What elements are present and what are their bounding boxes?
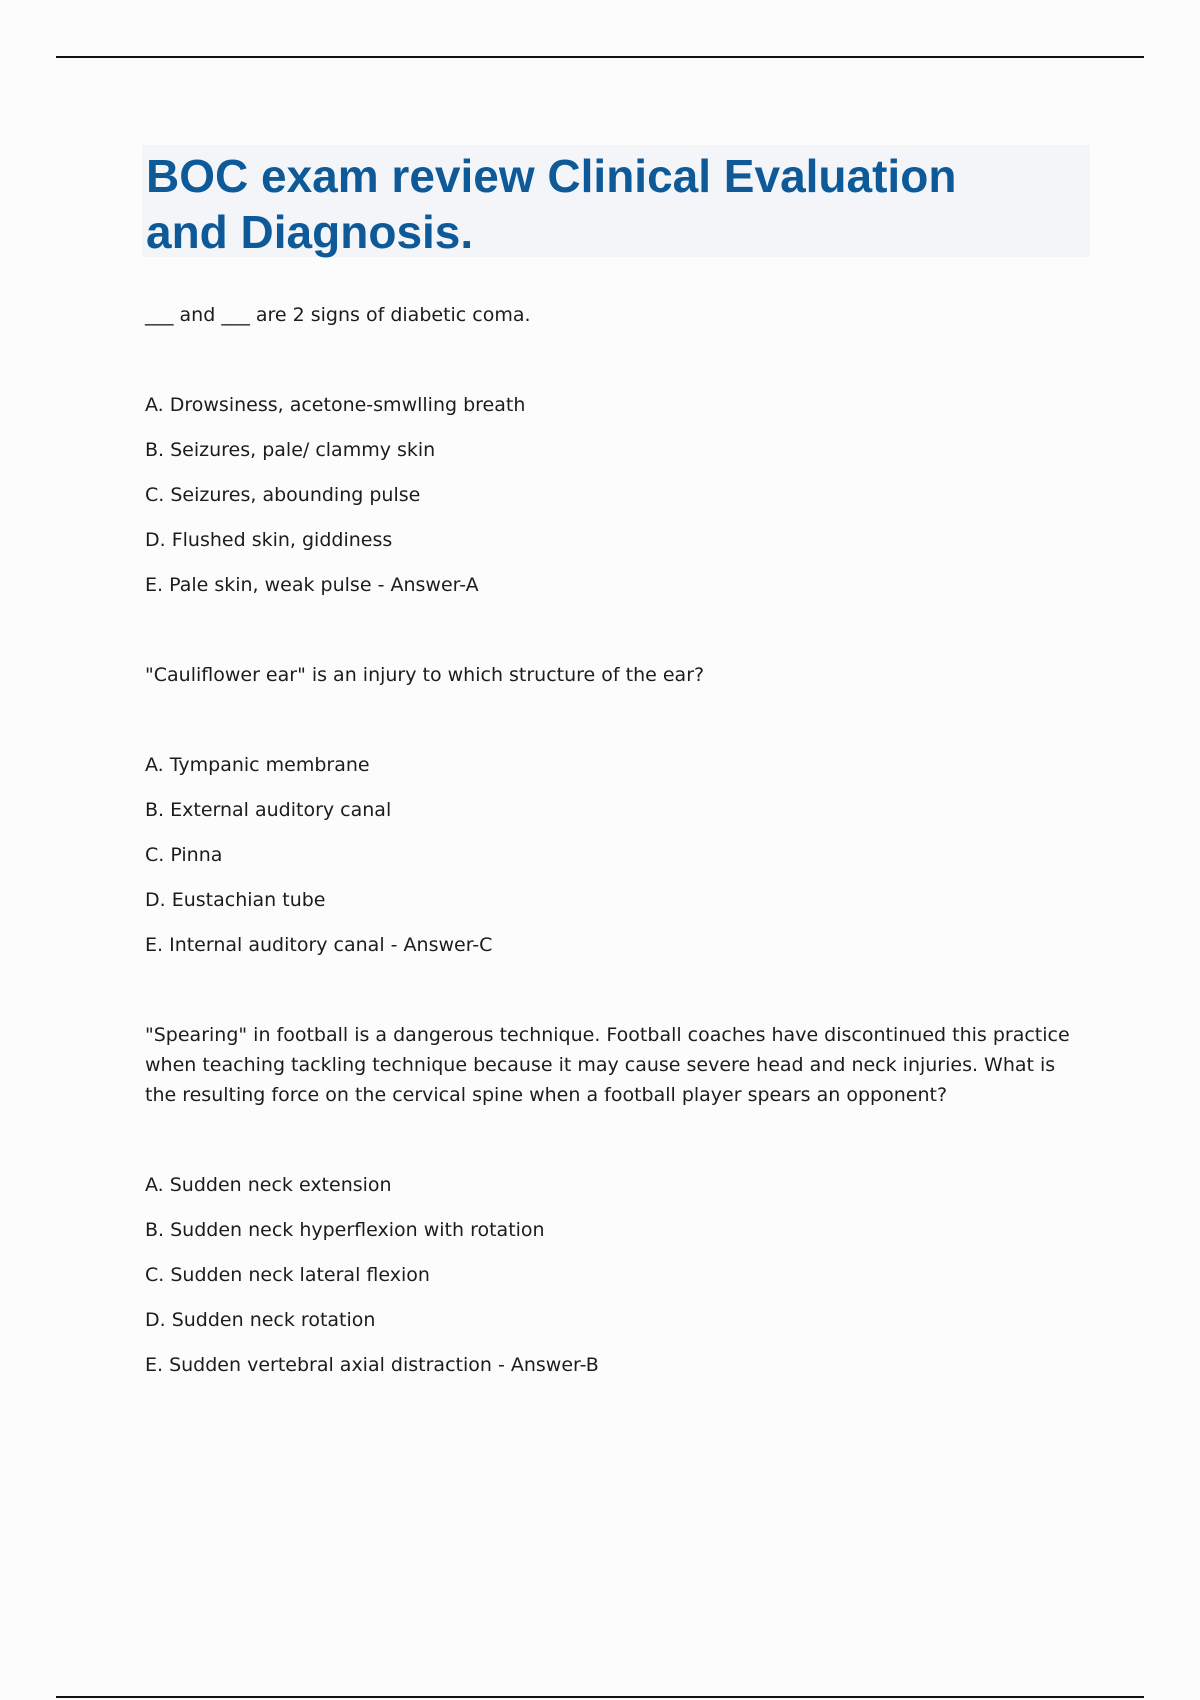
header-rule [56,56,1144,58]
answer-options [145,1170,1075,1380]
answer-option: B. External auditory canal [145,799,392,821]
question-block [145,300,1075,600]
answer-option: D. Flushed skin, giddiness [145,529,393,551]
answer-option: C. Seizures, abounding pulse [145,484,421,506]
question-block [145,660,1075,960]
answer-option: A. Drowsiness, acetone-smwlling breath [145,394,526,416]
document-title: BOC exam review Clinical Evaluation and Diagnosis. [146,150,957,258]
answer-option: E. Internal auditory canal - Answer-C [145,934,493,956]
answer-option: E. Pale skin, weak pulse - Answer-A [145,574,479,596]
answer-option: C. Sudden neck lateral flexion [145,1264,430,1286]
answer-option: D. Sudden neck rotation [145,1309,376,1331]
question-block [145,1020,1075,1380]
answer-option: C. Pinna [145,844,223,866]
question-prompt: "Spearing" in football is a dangerous technique. Football coaches have discontinued this practice when teaching tackling technique because it may cause severe head and neck injuries. What is the resulting force on the cervical spine when a football player spears an opponent? [145,1024,1070,1106]
answer-option: A. Sudden neck extension [145,1174,392,1196]
footer-rule [56,1696,1144,1698]
answer-options [145,750,1075,960]
question-prompt: ___ and ___ are 2 signs of diabetic coma. [145,304,531,326]
answer-option: E. Sudden vertebral axial distraction - Answer-B [145,1354,599,1376]
answer-option: A. Tympanic membrane [145,754,370,776]
answer-options [145,390,1075,600]
document-body [145,300,1075,1380]
spacer [145,600,1075,660]
question-prompt: "Cauliflower ear" is an injury to which structure of the ear? [145,664,705,686]
answer-option: B. Seizures, pale/ clammy skin [145,439,436,461]
answer-option: D. Eustachian tube [145,889,326,911]
answer-option: B. Sudden neck hyperflexion with rotation [145,1219,545,1241]
spacer [145,960,1075,1020]
